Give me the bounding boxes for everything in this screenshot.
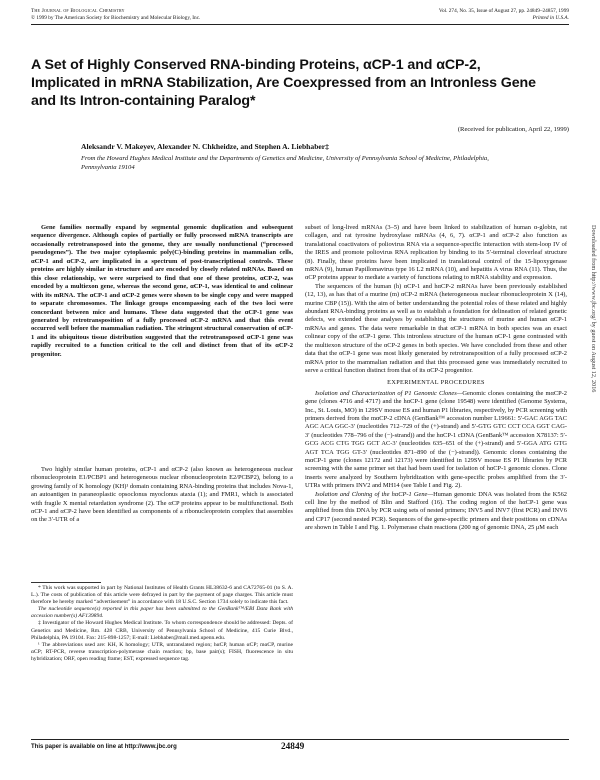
- footnote-correspondence: ‡ Investigator of the Howard Hughes Medical Institute. To whom correspondence should be addressed: Depts. of Genetics and Medicine, Rm. 428 CRB, University of Pennsylvania School of Medicine, 415 Curie Blvd., Philadelphia, PA 19104. Fax: 215-898-1257; E-mail: Liebhaber@mail.med.upenn.edu.: [31, 620, 293, 641]
- intro-left-column: [31, 466, 293, 525]
- methods-text-2: Human genomic DNA was isolated from the K562 cell line by the method of Blin and Stafford (16). The coding region of the hαCP-1 gene was amplified from this DNA by PCR using sets of nested primers; INV5 and INV7 (first PCR) and INV6 and CP17 (second nested PCR). Sequences of the gene-specific primers and their positions on cDNAs are shown in Table I and Fig. 1. Polymerase chain reactions (200 ng of genomic DNA, 25 μM each: [305, 490, 567, 532]
- footer-availability: This paper is available on line at http://www.jbc.org: [31, 744, 177, 750]
- abstract-text: Gene families normally expand by segmental genomic duplication and subsequent sequence divergence. Although copies of partially or fully processed mRNA transcripts are occasionally retrotransposed into the genome, they are usually nonfunctional (“processed pseudogenes”). The two major cytoplasmic poly(C)-binding proteins in mammalian cells, αCP-1 and αCP-2, are implicated in a spectrum of post-transcriptional controls. These proteins are highly similar in structure and are encoded by closely related mRNAs. Based on this close relationship, we were surprised to find that one of these proteins, αCP-2, was encoded by a multiexon gene, whereas the second gene, αCP-1, was identical to and colinear with its mRNA. The αCP-1 and αCP-2 genes were shown to be single copy and were mapped to separate chromosomes. The linkage groups encompassing each of the two loci were concordant between mice and humans. These data suggested that the αCP-1 gene was generated by retrotransposition of a fully processed αCP-2 mRNA and that this event occurred well before the mammalian radiation. The stringent structural conservation of αCP-1 and its ubiquitous tissue distribution suggested that the retrotransposed αCP-1 gene was rapidly recruited to a function critical to the cell and distinct from that of its αCP-2 progenitor.: [31, 224, 293, 358]
- footnote-funding: * This work was supported in part by National Institutes of Health Grants HL38632-6 and CA72765-01 (to S. A. L.). The costs of publication of this article were defrayed in part by the payment of page charges. This article must therefore be hereby marked “advertisement” in accordance with 18 U.S.C. Section 1734 solely to indicate this fact.: [31, 585, 293, 606]
- right-paragraph-2: The sequences of the human (h) αCP-1 and hαCP-2 mRNAs have been previously established (12, 13), as has that of a murine (m) αCP-2 mRNA (heterogeneous nuclear ribonucleoprotein X (14), murine CBP (15)). With the aim of better understanding the potential roles of these related and highly abundant RNA-binding proteins as well as to establish a foundation for delineation of related genetic defects, we extended these analyses by establishing the structures of murine and human αCP-1 mRNAs and genes. The data were remarkable in that αCP-1 mRNA in both species was an exact colinear copy of the αCP-1 gene. This intronless structure of the human αCP-1 gene contrasted with the multiexon structure of the αCP-2 genes in both species. We have concluded from these and other data that the αCP-1 gene was most likely generated by retrotransposition of a fully processed αCP-2 mRNA prior to the mammalian radiation and that this processed gene was immediately recruited to serve a critical function distinct from that of its αCP-2 progenitor.: [305, 282, 567, 374]
- methods-paragraph-2: [305, 491, 567, 533]
- footnote-rule: [31, 582, 101, 583]
- methods-subtitle-2: Isolation and Cloning of the hαCP-1 Gene—: [315, 490, 434, 498]
- header-rule: [31, 24, 569, 25]
- copyright-line: © 1999 by The American Society for Biochemistry and Molecular Biology, Inc.: [31, 14, 201, 21]
- page-number: 24849: [281, 742, 305, 752]
- author-list: Aleksandr V. Makeyev, Alexander N. Chkheidze, and Stephen A. Liebhaber‡: [81, 142, 329, 151]
- footnotes: [31, 585, 293, 663]
- footer-rule: [31, 739, 569, 740]
- article-title: A Set of Highly Conserved RNA-binding Proteins, αCP-1 and αCP-2, Implicated in mRNA Stabilization, Are Coexpressed from an Intronless Gene and Its Intron-containing Paralog*: [31, 57, 536, 110]
- right-column: [305, 224, 567, 533]
- methods-text-1: Genomic clones containing the mαCP-2 gene (clones 4716 and 4717) and the hαCP-1 gene (clone 19548) were identified (Genome Systems, Inc., St. Louis, MO) in 129SV mouse ES and human P1 libraries, respectively, by PCR screening with primers derived from the mαCP-2 cDNA (GenBank™ accession number L19661: 5′-GAC AGG TAC AGC ACA GGC-3′ (nucleotides 712–729 of the (+)-strand) and 5′-GTG GTC CCT CCA GGT CAG-3′ (nucleotides 778–796 of the (−)-strand)) and the hαCP-1 cDNA (GenBank™ accession X78137: 5′-GCG ACG CTG TGG GCT AC-3′ (nucleotides 635–651 of the (+)-strand) and 5′-GGA ATG GTG AGT TCA TGG GT-3′ (nucleotides 871–890 of the (−)-strand)). Genomic clones containing the mαCP-1 gene (clones 12172 and 12173) were identified in 129SV mouse ES P1 libraries by PCR screening with the same primer set that had been used for isolation of hαCP-1 genomic clones. Clone inserts were analyzed by Southern hybridization with gene-specific probes amplified from the 3′-UTRs with primers INV2 and MH14 (see Table I and Fig. 2).: [305, 389, 567, 490]
- methods-paragraph-1: [305, 390, 567, 491]
- download-watermark: Downloaded from http://www.jbc.org/ by guest on August 12, 2016: [590, 225, 597, 393]
- methods-subtitle-1: Isolation and Characterization of P1 Genomic Clones—: [315, 389, 463, 397]
- intro-paragraph: Two highly similar human proteins, αCP-1 and αCP-2 (also known as heterogeneous nuclear ribonucleoprotein E1/PCBP1 and heterogeneous nuclear ribonucleoprotein E2/PCBP2), belong to a growing family of K homology (KH)¹ domain containing RNA-binding proteins that includes Nova-1, an autoantigen in paraneoplastic opsoclonus myoclonus ataxia (1); and FMR1, which is associated with fragile X mental retardation syndrome (2). The αCP proteins appear to be multifunctional. Both αCP-1 and αCP-2 have been identified as components of a ribonucleoprotein complex that assembles on the 3′-UTR of a: [31, 466, 293, 524]
- journal-header: [31, 8, 200, 21]
- section-heading: EXPERIMENTAL PROCEDURES: [387, 379, 485, 387]
- footnote-sequence: The nucleotide sequence(s) reported in this paper has been submitted to the GenBank™/EBI Data Bank with accession number(s) AF139894.: [31, 606, 293, 620]
- journal-name: The Journal of Biological Chemistry: [31, 8, 125, 14]
- abstract: [31, 224, 293, 359]
- printed-line: Printed in U.S.A.: [532, 14, 569, 21]
- received-date: (Received for publication, April 22, 1999): [457, 126, 569, 133]
- issue-line: Vol. 274, No. 35, Issue of August 27, pp. 24849–24857, 1999: [438, 8, 569, 14]
- affiliation: From the Howard Hughes Medical Institute and the Departments of Genetics and Medicine, University of Pennsylvania School of Medicine, Philadelphia, Pennsylvania 19104: [81, 155, 489, 171]
- footnote-abbreviations: ¹ The abbreviations used are: KH, K homology; UTR, untranslated region; hαCP, human αCP; mαCP, murine αCP; RT-PCR, reverse transcription-polymerase chain reaction; bp, base pair(s); FISH, fluorescence in situ hybridization; ORF, open reading frame; EST, expressed sequence tag.: [31, 641, 293, 662]
- right-paragraph-1: subset of long-lived mRNAs (3–5) and have been linked to stabilization of human α-globin, rat collagen, and rat tyrosine hydroxylase mRNAs (4, 6, 7). αCP-1 and αCP-2 also function as translational coactivators of poliovirus RNA via a sequence-specific interaction with stem-loop IV of the IRES and promote poliovirus RNA replication by binding to its 5′-terminal cloverleaf structure (8). Finally, these proteins have been implicated in translational control of the 15-lipoxygenase mRNA (9), human Papillomavirus type 16 L2 mRNA (10), and hepatitis A virus RNA (11). Thus, the αCP proteins appear to mediate a variety of functions relating to mRNA stability and expression.: [305, 224, 567, 282]
- issue-header: [439, 8, 569, 21]
